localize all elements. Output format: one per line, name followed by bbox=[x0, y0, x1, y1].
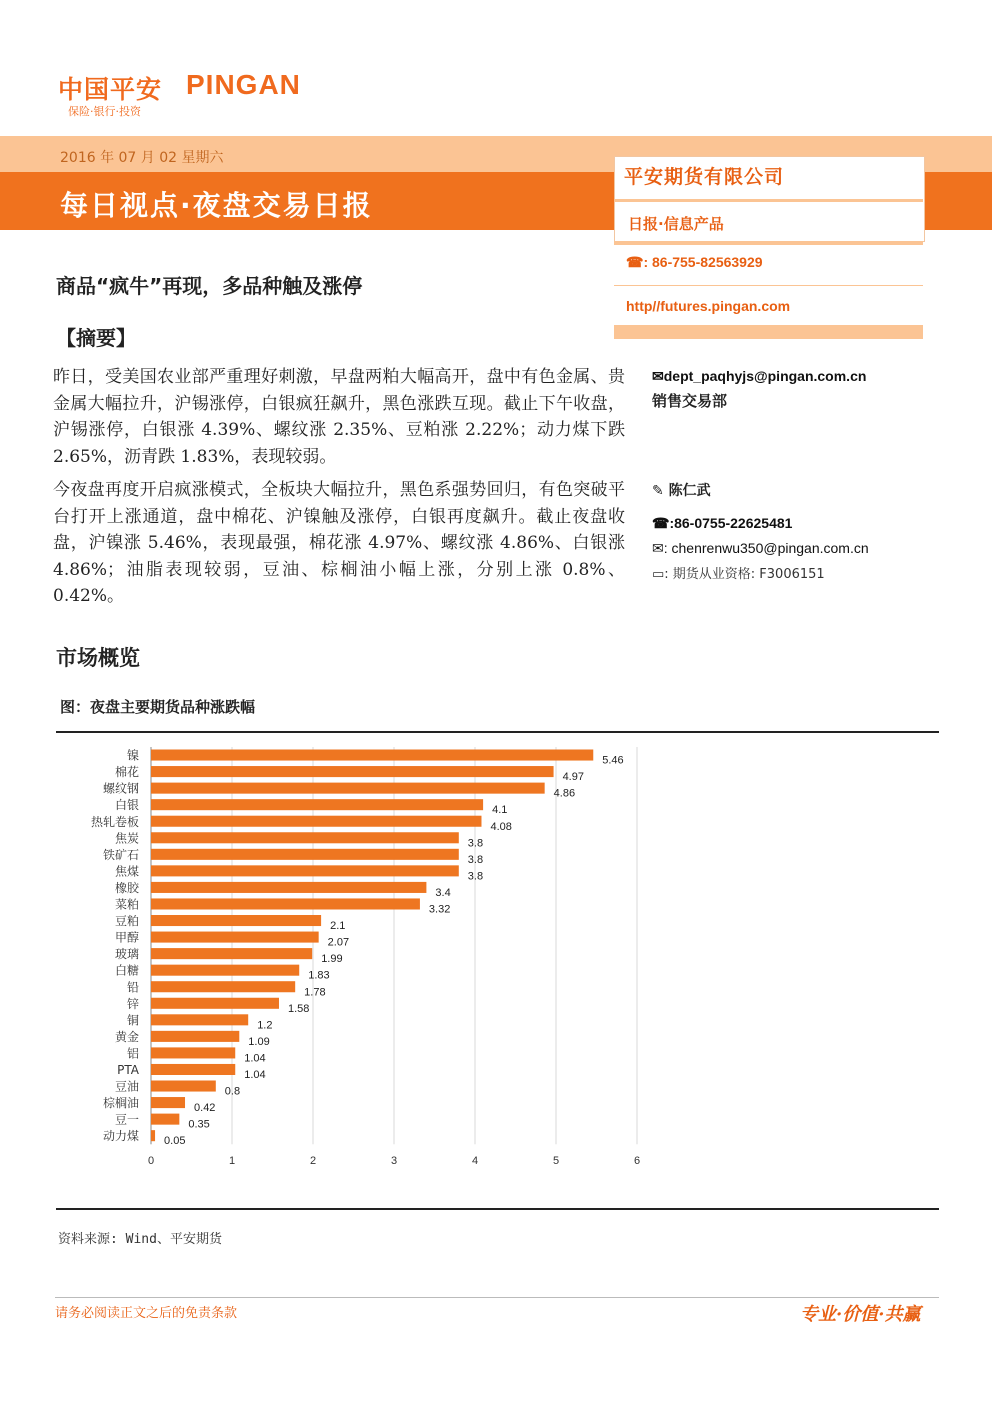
mail-icon: ✉: bbox=[652, 540, 672, 556]
analyst-phone-text: 86-0755-22625481 bbox=[674, 515, 793, 531]
footer-divider bbox=[55, 1297, 939, 1298]
bar bbox=[151, 981, 295, 992]
category-label: 菜粕 bbox=[114, 897, 139, 912]
company-phone-text: 86-755-82563929 bbox=[652, 254, 763, 270]
bar bbox=[151, 849, 459, 860]
report-type: 日报·信息产品 bbox=[628, 215, 724, 233]
company-phone bbox=[626, 254, 763, 271]
data-label: 5.46 bbox=[602, 754, 624, 767]
bar bbox=[151, 965, 299, 976]
category-label: 铅 bbox=[126, 980, 139, 995]
category-label: 锌 bbox=[126, 996, 139, 1011]
category-label: 白银 bbox=[114, 798, 139, 813]
bar bbox=[151, 898, 420, 909]
bar bbox=[151, 799, 483, 810]
category-label: 甲醇 bbox=[114, 930, 139, 945]
bar bbox=[151, 915, 321, 926]
brand-logo-cn: 中国平安 bbox=[58, 75, 163, 104]
data-label: 3.4 bbox=[435, 886, 451, 899]
bar bbox=[151, 1014, 248, 1025]
data-label: 4.97 bbox=[562, 771, 584, 784]
headline: 商品“疯牛”再现，多品种触及涨停 bbox=[56, 274, 363, 298]
data-label: 0.42 bbox=[194, 1102, 216, 1115]
data-label: 1.58 bbox=[287, 1002, 310, 1015]
bar bbox=[151, 1097, 185, 1108]
data-label: 2.07 bbox=[327, 936, 350, 949]
data-label: 1.83 bbox=[308, 969, 330, 982]
category-label: PTA bbox=[117, 1063, 139, 1077]
report-date: 2016 年 07 月 02 星期六 bbox=[60, 150, 224, 166]
report-title: 每日视点·夜盘交易日报 bbox=[60, 189, 373, 222]
figure-top-rule bbox=[56, 731, 939, 733]
x-tick-label: 2 bbox=[309, 1155, 317, 1168]
x-tick-label: 0 bbox=[147, 1155, 155, 1168]
figure-bottom-rule bbox=[56, 1208, 939, 1210]
analyst-email-text: chenrenwu350@pingan.com.cn bbox=[671, 540, 869, 556]
phone-icon: ☎: bbox=[652, 515, 675, 531]
bar bbox=[151, 948, 312, 959]
category-label: 热轧卷板 bbox=[90, 814, 139, 829]
disclaimer-link[interactable]: 请务必阅读正文之后的免责条款 bbox=[55, 1306, 238, 1321]
category-label: 玻璃 bbox=[114, 947, 139, 962]
company-name: 平安期货有限公司 bbox=[624, 166, 785, 188]
bar bbox=[151, 832, 459, 843]
data-label: 3.8 bbox=[467, 853, 484, 866]
category-label: 铝 bbox=[126, 1046, 139, 1061]
category-label: 橡胶 bbox=[114, 880, 139, 895]
data-label: 1.2 bbox=[257, 1019, 273, 1032]
analyst-license bbox=[652, 563, 825, 582]
bar bbox=[151, 816, 481, 827]
category-label: 豆粕 bbox=[114, 914, 139, 929]
category-label: 豆油 bbox=[114, 1079, 139, 1094]
dept-email-text: dept_paqhyjs@pingan.com.cn bbox=[663, 368, 867, 384]
category-label: 动力煤 bbox=[102, 1129, 139, 1144]
divider bbox=[614, 325, 923, 339]
divider bbox=[614, 199, 923, 202]
data-label: 0.35 bbox=[188, 1118, 210, 1131]
bar bbox=[151, 1047, 235, 1058]
bar bbox=[151, 1130, 155, 1141]
data-label: 3.8 bbox=[467, 837, 484, 850]
data-label: 2.1 bbox=[330, 920, 346, 933]
figure-title: 图：夜盘主要期货品种涨跌幅 bbox=[60, 698, 256, 716]
bar bbox=[151, 750, 593, 761]
phone-icon: ☎: bbox=[626, 254, 652, 270]
data-label: 4.86 bbox=[553, 787, 576, 800]
mail-icon: ✉ bbox=[652, 368, 664, 384]
analyst-license-text: 期货从业资格: F3006151 bbox=[672, 567, 825, 582]
data-label: 1.78 bbox=[304, 986, 326, 999]
category-label: 豆一 bbox=[114, 1112, 139, 1127]
data-label: 4.08 bbox=[490, 820, 512, 833]
abstract-label: 【摘要】 bbox=[56, 326, 136, 350]
slogan: 专业·价值·共赢 bbox=[800, 1304, 921, 1325]
data-label: 1.09 bbox=[248, 1035, 270, 1048]
bar-chart bbox=[60, 738, 660, 1173]
category-label: 焦煤 bbox=[114, 864, 139, 879]
x-tick-label: 1 bbox=[228, 1155, 236, 1168]
bar bbox=[151, 1081, 216, 1092]
analyst-name-text: 陈仁武 bbox=[668, 483, 711, 499]
category-label: 黄金 bbox=[114, 1029, 139, 1044]
bar bbox=[151, 766, 554, 777]
pen-icon: ✎ bbox=[652, 483, 669, 499]
data-label: 0.05 bbox=[164, 1135, 186, 1148]
abstract-paragraph-2: 今夜盘再度开启疯涨模式，全板块大幅拉升，黑色系强势回归，有色突破平台打开上涨通道，盘中棉花、沪镍触及涨停，白银再度飙升。截止夜盘收盘，沪镍涨 5.46%，表现最强，棉花涨 4.97%、螺纹涨 4.86%、白银涨 4.86%；油脂表现较弱，豆油、棕榈油小幅上涨，分别上涨 0.8%、0.42%。 bbox=[53, 480, 625, 606]
analyst-name bbox=[652, 480, 711, 500]
section-title: 市场概览 bbox=[56, 646, 140, 670]
analyst-email[interactable] bbox=[652, 540, 869, 557]
data-label: 1.04 bbox=[244, 1069, 266, 1081]
divider bbox=[614, 241, 923, 245]
bar bbox=[151, 998, 279, 1009]
category-label: 镍 bbox=[126, 748, 139, 763]
data-label: 3.32 bbox=[428, 903, 451, 916]
category-label: 螺纹钢 bbox=[102, 781, 139, 796]
x-tick-label: 4 bbox=[471, 1155, 479, 1168]
data-label: 3.8 bbox=[467, 870, 484, 883]
bar bbox=[151, 1114, 179, 1125]
x-tick-label: 6 bbox=[633, 1155, 641, 1168]
figure-source: 资料来源: Wind、平安期货 bbox=[58, 1232, 222, 1247]
brand-tagline: 保险·银行·投资 bbox=[68, 105, 141, 118]
bar bbox=[151, 882, 426, 893]
category-label: 铁矿石 bbox=[102, 847, 139, 862]
bar bbox=[151, 1064, 235, 1075]
bar bbox=[151, 1031, 239, 1042]
abstract-paragraph-1: 昨日，受美国农业部严重理好刺激，早盘两粕大幅高开，盘中有色金属、贵金属大幅拉升，沪锡涨停，白银疯狂飙升，黑色涨跌互现。截止下午收盘，沪锡涨停，白银涨 4.39%、螺纹涨 2.35%、豆粕涨 2.22%；动力煤下跌 2.65%，沥青跌 1.83%，表现较弱。 bbox=[53, 367, 625, 467]
company-url-link[interactable]: http//futures.pingan.com bbox=[626, 298, 791, 314]
bar bbox=[151, 865, 459, 876]
x-tick-label: 3 bbox=[390, 1155, 398, 1168]
data-label: 4.1 bbox=[492, 804, 508, 817]
data-label: 0.8 bbox=[224, 1085, 241, 1098]
category-label: 铜 bbox=[126, 1013, 139, 1028]
divider bbox=[614, 285, 923, 286]
category-label: 焦炭 bbox=[114, 831, 139, 846]
category-label: 棉花 bbox=[114, 765, 139, 780]
dept-email[interactable] bbox=[652, 368, 866, 385]
data-label: 1.04 bbox=[244, 1052, 266, 1065]
category-label: 棕榈油 bbox=[102, 1096, 139, 1111]
x-tick-label: 5 bbox=[552, 1155, 560, 1168]
bar bbox=[151, 783, 545, 794]
bar bbox=[151, 932, 319, 943]
dept-name: 销售交易部 bbox=[652, 392, 728, 410]
brand-logo-en: PINGAN bbox=[186, 69, 301, 100]
data-label: 1.99 bbox=[321, 953, 343, 966]
analyst-phone bbox=[652, 515, 792, 532]
category-label: 白糖 bbox=[114, 963, 139, 978]
book-icon: ▭: bbox=[652, 567, 673, 582]
